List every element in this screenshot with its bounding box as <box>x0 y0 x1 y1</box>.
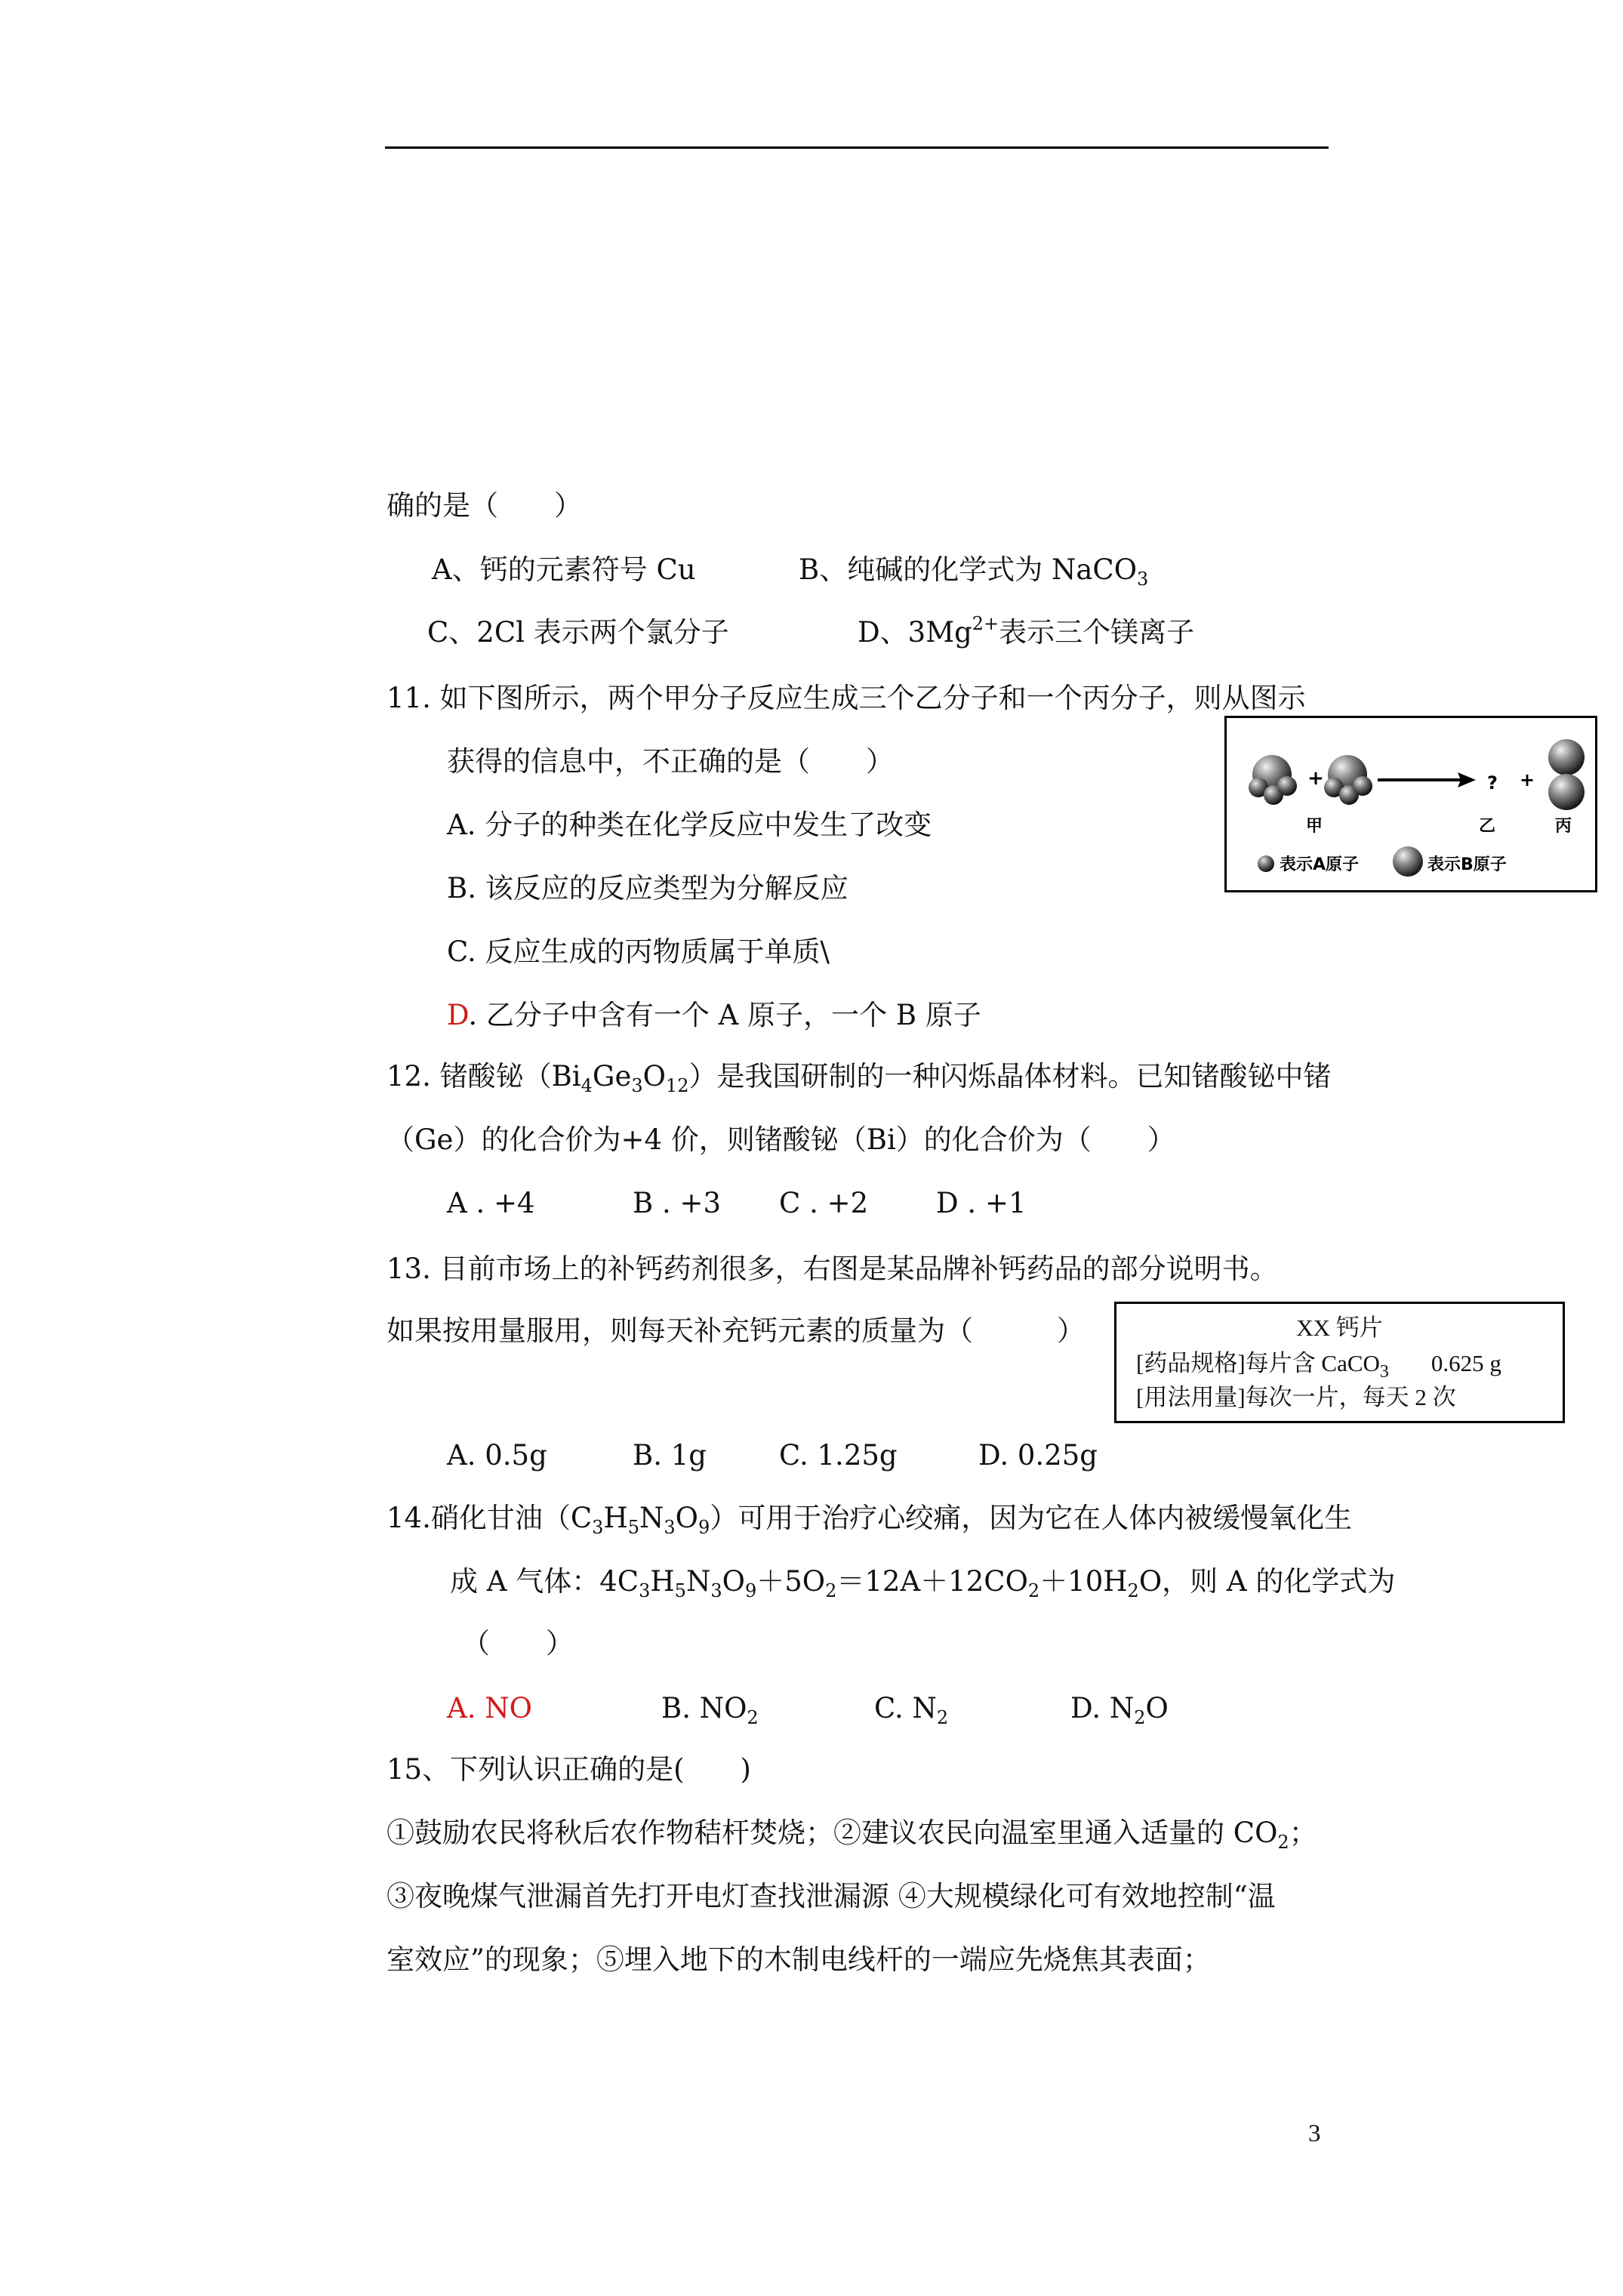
q10-option-b: B、纯碱的化学式为 NaCO$_3$ <box>799 553 1149 590</box>
q11-answer-mark: D <box>447 999 469 1031</box>
molecule-jia-1 <box>1249 755 1297 805</box>
label-yi: 乙 <box>1478 817 1496 836</box>
legend-a-label: 表示A原子 <box>1280 855 1360 874</box>
q13-stem-line1: 13. 目前市场上的补钙药剂很多，右图是某品牌补钙药品的部分说明书。 <box>387 1253 1278 1285</box>
q12-option-d: D . +1 <box>936 1187 1027 1219</box>
q14-option-c: C. $N_2$ <box>874 1692 949 1728</box>
q11-option-b: B. 该反应的反应类型为分解反应 <box>447 872 848 905</box>
infobox-usage: [用法用量]每次一片，每天 2 次 <box>1136 1384 1456 1410</box>
calcium-tablet-label <box>1114 1302 1565 1423</box>
q11-option-d: D. 乙分子中含有一个 A 原子，一个 B 原子 <box>447 999 981 1031</box>
q12-option-c: C . +2 <box>779 1187 869 1219</box>
q14-answer-blank: （ ） <box>462 1627 574 1660</box>
infobox-spec: [药品规格]每片含 CaCO$_3$ 0.625 g <box>1136 1350 1501 1382</box>
q15-statement-line2: ③夜晚煤气泄漏首先打开电灯查找泄漏源 ④大规模绿化可有效地控制“温 <box>387 1880 1276 1912</box>
q13-stem-line2: 如果按用量服用，则每天补充钙元素的质量为（ ） <box>387 1314 1085 1347</box>
q14-option-a <box>447 1692 532 1725</box>
legend-b-atom-icon <box>1393 846 1423 877</box>
q12-option-b: B . +3 <box>633 1187 722 1219</box>
molecule-reaction-diagram <box>1224 716 1597 892</box>
q13-option-a: A. 0.5g <box>447 1439 547 1472</box>
q10-option-d: D、$3Mg^{2+}$表示三个镁离子 <box>858 613 1195 649</box>
q12-stem-line2: （Ge）的化合价为+4 价，则锗酸铋（Bi）的化合价为（ ） <box>387 1123 1175 1156</box>
q14-answer-mark: A. NO <box>447 1692 532 1724</box>
label-jia: 甲 <box>1305 817 1323 836</box>
plus-sign-1: + <box>1307 767 1324 790</box>
infobox-spec-value: 0.625 g <box>1431 1350 1501 1376</box>
q11-option-a: A. 分子的种类在化学反应中发生了改变 <box>447 809 932 841</box>
q13-option-d: D. 0.25g <box>978 1439 1098 1472</box>
q15-statement-line3: 室效应”的现象；⑤埋入地下的木制电线杆的一端应先烧焦其表面； <box>387 1943 1211 1976</box>
plus-sign-2: + <box>1519 769 1535 791</box>
q10-option-c: C、2Cl 表示两个氯分子 <box>427 616 729 649</box>
q11-option-c: C. 反应生成的丙物质属于单质\ <box>447 935 830 968</box>
q14-option-d: D. $N_2O$ <box>1070 1692 1169 1728</box>
q11-stem-line2: 获得的信息中，不正确的是（ ） <box>447 745 894 778</box>
page-number: 3 <box>1308 2120 1321 2147</box>
legend-b-label: 表示B原子 <box>1427 855 1507 874</box>
q10-tail: 确的是（ ） <box>387 489 582 522</box>
q12-stem-line1: 12. 锗酸铋$(Bi_4Ge_3O_{12})$是我国研制的一种闪烁晶体材料。已知锗酸铋中锗 <box>387 1060 1332 1096</box>
infobox-title: XX 钙片 <box>1296 1314 1383 1341</box>
unknown-product: ? <box>1487 772 1498 794</box>
q15-stem: 15、下列认识正确的是( ) <box>387 1753 751 1786</box>
molecule-jia-2 <box>1324 755 1372 805</box>
header-rule <box>385 146 1329 149</box>
q15-statement-line1: ①鼓励农民将秋后农作物秸杆焚烧；②建议农民向温室里通入适量的 $CO_2$； <box>387 1817 1317 1853</box>
q14-stem-line1: 14.硝化甘油$(C_3H_5N_3O_9)$可用于治疗心绞痛，因为它在人体内被缓慢氧化生 <box>387 1502 1353 1538</box>
q13-option-c: C. 1.25g <box>779 1439 898 1472</box>
q14-equation-line: 成 A 气体：$4C_3H_5N_3O_9+5O_2=12A+12CO_2+10H_2O$，则 A 的化学式为 <box>450 1565 1396 1601</box>
reaction-svg <box>1227 718 1595 890</box>
q11-stem-line1: 11. 如下图所示，两个甲分子反应生成三个乙分子和一个丙分子，则从图示 <box>387 682 1306 714</box>
molecule-bing <box>1548 739 1585 810</box>
label-bing: 丙 <box>1554 817 1572 836</box>
q10-option-a: A、钙的元素符号 Cu <box>432 553 696 586</box>
reaction-arrow <box>1378 772 1476 787</box>
q13-option-b: B. 1g <box>633 1439 707 1472</box>
legend-a-atom-icon <box>1258 855 1274 872</box>
q14-option-b: B. $NO_2$ <box>661 1692 759 1728</box>
q12-option-a: A . +4 <box>447 1187 535 1219</box>
